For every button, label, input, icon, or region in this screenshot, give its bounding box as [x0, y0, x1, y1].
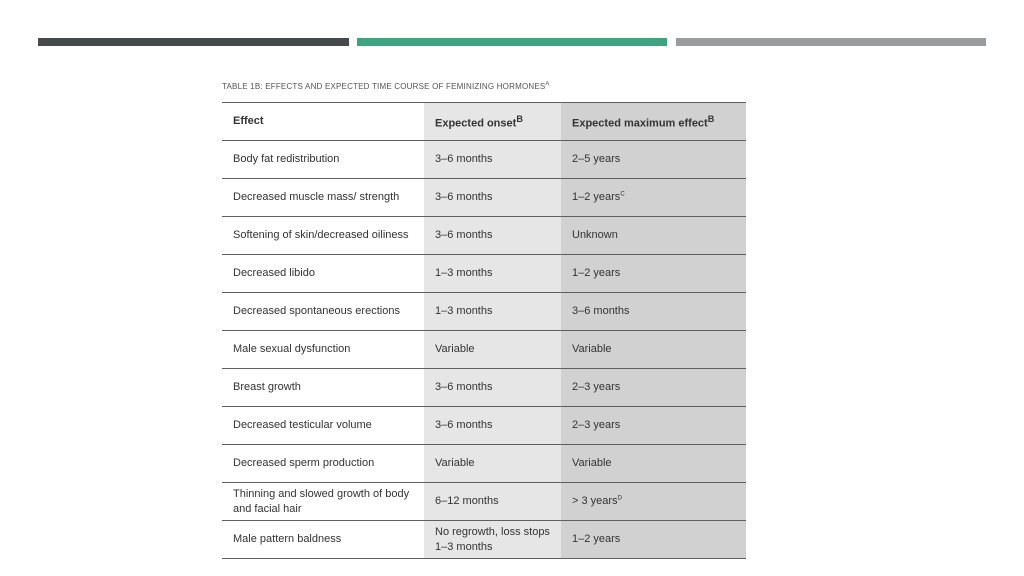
header-expected-onset: [424, 103, 561, 141]
cell-expected-maximum-effect: [561, 521, 746, 559]
cell-expected-onset: 1–3 months: [424, 255, 561, 293]
cell-max-value: Variable: [572, 457, 612, 469]
table-row: [222, 369, 746, 407]
table-row: [222, 521, 746, 559]
cell-max-value: Variable: [572, 343, 612, 355]
table-body: [222, 141, 746, 559]
header-effect: [222, 103, 424, 141]
cell-expected-onset: 3–6 months: [424, 141, 561, 179]
cell-effect: Decreased spontaneous erections: [222, 293, 424, 331]
cell-expected-onset: Variable: [424, 445, 561, 483]
cell-expected-onset: Variable: [424, 331, 561, 369]
cell-effect: Male pattern baldness: [222, 521, 424, 559]
accent-bar-green: [357, 38, 667, 46]
header-onset-label: Expected onset: [435, 117, 517, 130]
accent-bar-gray: [676, 38, 986, 46]
cell-max-value: 1–2 years: [572, 533, 621, 545]
cell-effect: Breast growth: [222, 369, 424, 407]
table-row: [222, 407, 746, 445]
cell-effect: Softening of skin/decreased oiliness: [222, 217, 424, 255]
table-header-row: [222, 103, 746, 141]
cell-effect: Decreased libido: [222, 255, 424, 293]
table-row: [222, 293, 746, 331]
cell-expected-maximum-effect: [561, 407, 746, 445]
cell-effect: Thinning and slowed growth of body and facial hair: [222, 483, 424, 521]
cell-effect: Body fat redistribution: [222, 141, 424, 179]
cell-expected-onset: No regrowth, loss stops 1–3 months: [424, 521, 561, 559]
table-row: [222, 217, 746, 255]
cell-max-value: 2–3 years: [572, 419, 621, 431]
cell-expected-onset: 3–6 months: [424, 369, 561, 407]
header-max-note: B: [707, 113, 715, 124]
table-row: [222, 445, 746, 483]
cell-expected-onset: 3–6 months: [424, 217, 561, 255]
header-expected-maximum-effect: [561, 103, 746, 141]
cell-expected-onset: 3–6 months: [424, 407, 561, 445]
cell-max-note: D: [617, 495, 622, 502]
cell-effect: Male sexual dysfunction: [222, 331, 424, 369]
cell-max-value: 2–3 years: [572, 381, 621, 393]
cell-expected-maximum-effect: [561, 217, 746, 255]
cell-expected-maximum-effect: [561, 179, 746, 217]
cell-max-value: Unknown: [572, 229, 618, 241]
cell-expected-maximum-effect: [561, 255, 746, 293]
cell-expected-onset: 1–3 months: [424, 293, 561, 331]
table-caption-note: A: [545, 81, 550, 88]
cell-expected-maximum-effect: [561, 293, 746, 331]
accent-bar-dark: [38, 38, 349, 46]
table-caption: [222, 82, 550, 91]
cell-effect: Decreased sperm production: [222, 445, 424, 483]
cell-expected-maximum-effect: [561, 331, 746, 369]
table-row: [222, 179, 746, 217]
cell-max-value: 1–2 years: [572, 267, 621, 279]
cell-max-value: > 3 years: [572, 495, 618, 507]
cell-effect: Decreased muscle mass/ strength: [222, 179, 424, 217]
cell-max-value: 3–6 months: [572, 305, 630, 317]
cell-expected-maximum-effect: [561, 141, 746, 179]
table-row: [222, 255, 746, 293]
header-onset-note: B: [516, 113, 523, 124]
cell-expected-maximum-effect: [561, 369, 746, 407]
cell-expected-onset: 6–12 months: [424, 483, 561, 521]
header-effect-label: Effect: [233, 115, 264, 127]
table-row: [222, 483, 746, 521]
header-max-label: Expected maximum effect: [572, 117, 708, 130]
cell-max-value: 1–2 years: [572, 191, 621, 203]
cell-expected-maximum-effect: [561, 445, 746, 483]
cell-max-note: C: [620, 191, 625, 198]
cell-effect: Decreased testicular volume: [222, 407, 424, 445]
cell-expected-maximum-effect: [561, 483, 746, 521]
cell-expected-onset: 3–6 months: [424, 179, 561, 217]
table-row: [222, 141, 746, 179]
cell-max-value: 2–5 years: [572, 153, 621, 165]
feminizing-effects-table: [222, 102, 746, 559]
table-caption-text: TABLE 1B: EFFECTS AND EXPECTED TIME COURSE OF FEMINIZING HORMONES: [222, 82, 546, 91]
table-row: [222, 331, 746, 369]
